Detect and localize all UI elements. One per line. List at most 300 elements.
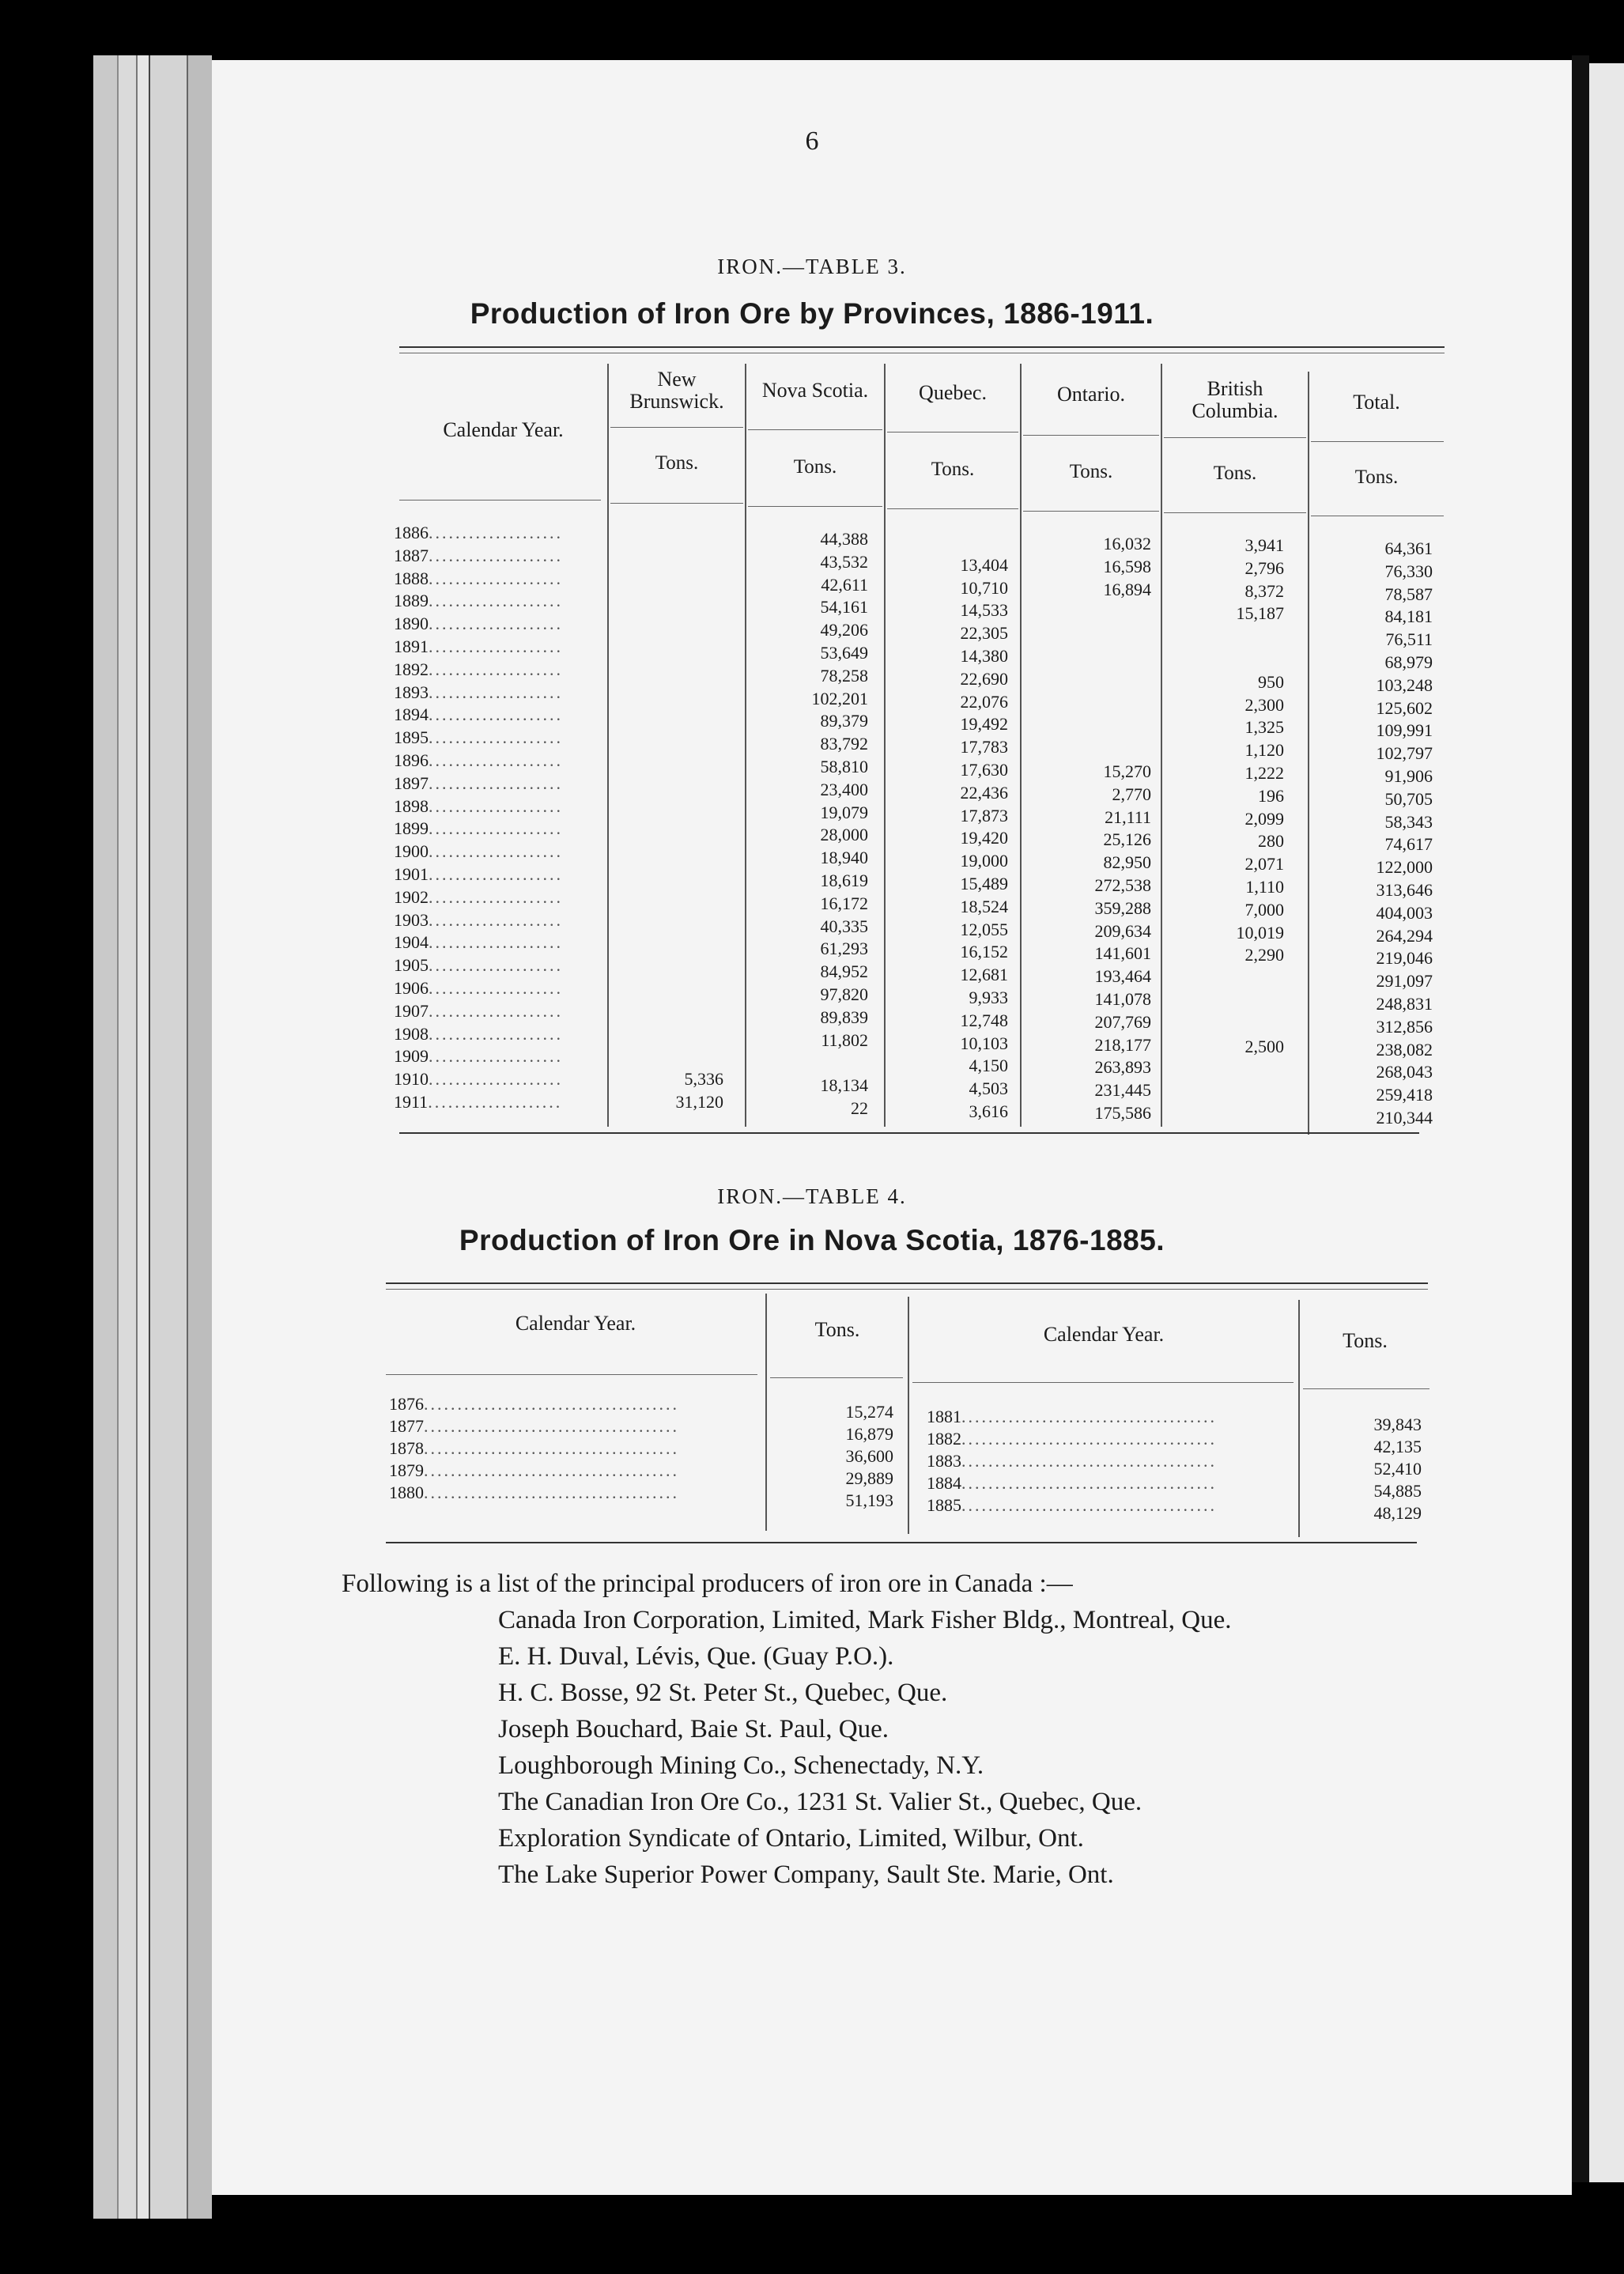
table4-header-rule bbox=[912, 1382, 1294, 1383]
table3-qc-cell: 18,524 bbox=[960, 896, 1008, 916]
dot-leader: .................... bbox=[429, 704, 563, 725]
table4-tons-cell: 52,410 bbox=[1373, 1459, 1422, 1479]
book-edge bbox=[119, 55, 138, 2219]
table3-ns-cell: 97,820 bbox=[820, 984, 868, 1004]
book-edge bbox=[188, 55, 212, 2219]
table3-year-cell bbox=[394, 522, 603, 545]
table3-year-cell-label: 1901 bbox=[394, 863, 429, 884]
table3-title: Production of Iron Ore by Provinces, 1886-1911. bbox=[470, 297, 1154, 330]
table3-on-cell: 209,634 bbox=[1094, 920, 1151, 941]
table3-ns-cell: 44,388 bbox=[820, 529, 868, 549]
table3-year-cell bbox=[394, 659, 603, 682]
table4-left-years-column bbox=[389, 1393, 761, 1504]
table3-header-on: Ontario. bbox=[1057, 383, 1125, 406]
dot-leader: .................... bbox=[429, 1000, 563, 1021]
table3-bc-cell: 950 bbox=[1258, 671, 1284, 692]
table3-total-cell: 76,330 bbox=[1384, 561, 1433, 581]
table4-right-years-column bbox=[927, 1406, 1292, 1517]
table3-unit-ns: Tons. bbox=[793, 456, 837, 478]
table3-year-cell-label: 1888 bbox=[394, 568, 429, 588]
table3-ns-cell: 18,134 bbox=[820, 1075, 868, 1096]
table3-total-cell: 68,979 bbox=[1384, 652, 1433, 672]
table3-nb-cell bbox=[613, 840, 723, 863]
table3-ns-cell: 53,649 bbox=[820, 642, 868, 663]
table3-ns-cell: 23,400 bbox=[820, 779, 868, 799]
table3-nb-cell bbox=[613, 1023, 723, 1046]
table3-on-cell: 15,270 bbox=[1103, 761, 1151, 781]
table3-ns-cell: 54,161 bbox=[820, 597, 868, 618]
table3-year-cell bbox=[394, 954, 603, 977]
table3-bc-cell bbox=[1165, 967, 1284, 990]
table3-ns-cell: 40,335 bbox=[820, 916, 868, 936]
table3-ns-cell: 89,839 bbox=[820, 1007, 868, 1027]
table3-total-cell: 109,991 bbox=[1376, 720, 1433, 741]
table3-ns-cell: 49,206 bbox=[820, 620, 868, 640]
table4-tons-cell: 54,885 bbox=[1373, 1481, 1422, 1501]
table3-total-cell: 102,797 bbox=[1376, 743, 1433, 764]
table3-ns-cell: 11,802 bbox=[821, 1029, 868, 1050]
book-edge bbox=[93, 55, 119, 2219]
table3-unit-bc: Tons. bbox=[1213, 463, 1257, 484]
table3-header-rule bbox=[399, 500, 601, 501]
table4-label: IRON.—TABLE 4. bbox=[717, 1184, 907, 1208]
table4-year-cell-label: 1884 bbox=[927, 1473, 961, 1493]
dot-leader: .................... bbox=[429, 772, 563, 793]
table3-total-cell: 313,646 bbox=[1376, 879, 1433, 900]
table3-qc-cell: 19,492 bbox=[960, 714, 1008, 735]
table4-year-cell-label: 1879 bbox=[389, 1460, 424, 1480]
table3-header-qc: Quebec. bbox=[919, 381, 987, 404]
table3-ns-cell: 83,792 bbox=[820, 734, 868, 754]
table3-on-cell bbox=[1025, 647, 1151, 670]
table4-year-cell-label: 1881 bbox=[927, 1407, 961, 1426]
table4-year-cell bbox=[389, 1437, 761, 1460]
table3-bc-cell: 2,500 bbox=[1244, 1036, 1284, 1056]
dot-leader: .................... bbox=[429, 750, 563, 770]
table3-year-cell-label: 1887 bbox=[394, 545, 429, 565]
table3-nb-cell bbox=[613, 568, 723, 591]
table3-year-cell-label: 1908 bbox=[394, 1023, 429, 1044]
dot-leader: ...................................... bbox=[424, 1416, 679, 1436]
table3-nb-cell: 5,336 bbox=[684, 1069, 723, 1090]
table4-year-cell bbox=[389, 1393, 761, 1415]
table3-ns-column bbox=[751, 528, 868, 1120]
table3-ns-cell: 102,201 bbox=[811, 688, 868, 708]
table4-year-cell-label: 1877 bbox=[389, 1416, 424, 1436]
dot-leader: .................... bbox=[429, 955, 563, 976]
table3-nb-cell bbox=[613, 522, 723, 545]
dot-leader: ...................................... bbox=[961, 1495, 1217, 1515]
table3-qc-cell: 22,305 bbox=[960, 623, 1008, 644]
table3-bc-cell: 2,071 bbox=[1244, 854, 1284, 874]
table3-on-cell bbox=[1025, 715, 1151, 738]
table3-total-cell: 219,046 bbox=[1376, 948, 1433, 969]
table3-year-cell bbox=[394, 840, 603, 863]
table3-on-cell: 16,598 bbox=[1103, 556, 1151, 576]
table4-year-cell bbox=[389, 1482, 761, 1504]
table3-ns-cell: 89,379 bbox=[820, 711, 868, 731]
dot-leader: ...................................... bbox=[424, 1483, 679, 1502]
table3-ns-cell: 61,293 bbox=[820, 939, 868, 959]
table3-bc-cell: 1,222 bbox=[1244, 762, 1284, 783]
table3-bc-cell: 2,796 bbox=[1244, 557, 1284, 578]
table4-year-cell bbox=[389, 1415, 761, 1437]
table3-on-column bbox=[1025, 533, 1151, 1125]
table4-tons-cell: 48,129 bbox=[1373, 1503, 1422, 1523]
table3-bc-cell: 196 bbox=[1258, 785, 1284, 806]
table3-nb-cell bbox=[613, 795, 723, 818]
dot-leader: .................... bbox=[429, 659, 563, 679]
table3-on-cell: 231,445 bbox=[1094, 1080, 1151, 1101]
table3-year-cell-label: 1911 bbox=[394, 1091, 429, 1112]
producers-intro: Following is a list of the principal producers of iron ore in Canada :— bbox=[342, 1570, 1073, 1598]
table3-on-cell: 207,769 bbox=[1094, 1011, 1151, 1032]
table4-header-rule bbox=[770, 1377, 903, 1378]
table4-year-cell bbox=[389, 1460, 761, 1482]
table3-bc-cell: 8,372 bbox=[1244, 580, 1284, 601]
table3-year-cell-label: 1889 bbox=[394, 591, 429, 611]
table3-on-cell: 2,770 bbox=[1112, 784, 1151, 804]
table3-total-cell: 84,181 bbox=[1384, 606, 1433, 627]
table3-nb-cell bbox=[613, 590, 723, 613]
table4-top-rule bbox=[386, 1289, 1428, 1290]
table3-bc-cell: 3,941 bbox=[1244, 535, 1284, 555]
producer-item: The Canadian Iron Ore Co., 1231 St. Valier St., Quebec, Que. bbox=[498, 1788, 1142, 1816]
table3-year-cell-label: 1893 bbox=[394, 682, 429, 702]
producer-item: E. H. Duval, Lévis, Que. (Guay P.O.). bbox=[498, 1642, 894, 1671]
table3-bc-cell: 1,325 bbox=[1244, 717, 1284, 738]
book-edge bbox=[138, 55, 151, 2219]
table3-qc-cell: 3,616 bbox=[969, 1101, 1008, 1121]
table4-tons-cell: 36,600 bbox=[845, 1446, 893, 1466]
table3-year-cell bbox=[394, 863, 603, 886]
table3-qc-cell: 14,380 bbox=[960, 645, 1008, 666]
table4-tons-cell: 39,843 bbox=[1373, 1415, 1422, 1434]
table3-year-cell bbox=[394, 1023, 603, 1046]
table4-header-year-right: Calendar Year. bbox=[1043, 1323, 1165, 1346]
table3-qc-cell: 12,681 bbox=[960, 965, 1008, 985]
table3-bc-cell: 1,110 bbox=[1245, 876, 1284, 897]
table3-header-ns: Nova Scotia. bbox=[761, 379, 869, 402]
table3-bc-cell bbox=[1165, 1081, 1284, 1104]
table4-year-cell-label: 1876 bbox=[389, 1394, 424, 1414]
table3-ns-cell: 58,810 bbox=[820, 756, 868, 776]
table3-bc-cell bbox=[1165, 1104, 1284, 1127]
table3-year-cell-label: 1891 bbox=[394, 636, 429, 656]
table3-year-cell-label: 1902 bbox=[394, 886, 429, 907]
table3-qc-cell: 4,503 bbox=[969, 1078, 1008, 1099]
table3-header-rule bbox=[887, 508, 1018, 509]
table3-year-cell bbox=[394, 1000, 603, 1023]
table3-bc-cell bbox=[1165, 648, 1284, 671]
table3-on-cell: 21,111 bbox=[1105, 806, 1151, 827]
table3-ns-cell: 84,952 bbox=[820, 961, 868, 982]
table3-bc-cell bbox=[1165, 990, 1284, 1013]
table3-ns-cell: 16,172 bbox=[820, 893, 868, 913]
table3-header-bc: British Columbia. bbox=[1192, 377, 1278, 422]
table4-tons-cell: 16,879 bbox=[845, 1424, 893, 1444]
dot-leader: .................... bbox=[429, 886, 563, 907]
table3-ns-cell: 28,000 bbox=[820, 825, 868, 845]
dot-leader: .................... bbox=[429, 818, 563, 839]
table4-tons-cell: 42,135 bbox=[1373, 1437, 1422, 1456]
table3-unit-nb: Tons. bbox=[655, 452, 699, 474]
table3-ns-cell: 43,532 bbox=[820, 551, 868, 572]
table3-nb-cell bbox=[613, 613, 723, 636]
table3-on-cell: 141,078 bbox=[1094, 988, 1151, 1009]
page-number: 6 bbox=[805, 127, 819, 156]
table3-column-divider bbox=[607, 364, 609, 1127]
dot-leader: ...................................... bbox=[961, 1407, 1217, 1426]
table4-left-tons-column bbox=[771, 1401, 893, 1512]
table3-total-cell: 50,705 bbox=[1384, 788, 1433, 809]
table3-bc-column bbox=[1165, 535, 1284, 1127]
dot-leader: .................... bbox=[429, 1023, 563, 1044]
table3-label: IRON.—TABLE 3. bbox=[717, 255, 907, 278]
table3-total-cell: 268,043 bbox=[1376, 1062, 1433, 1082]
table3-qc-cell: 14,533 bbox=[960, 600, 1008, 621]
dot-leader: .................... bbox=[429, 636, 563, 656]
table3-ns-cell: 18,619 bbox=[820, 870, 868, 890]
table3-header-total: Total. bbox=[1353, 391, 1400, 414]
dot-leader: .................... bbox=[429, 568, 563, 588]
table3-bc-cell bbox=[1165, 625, 1284, 648]
table4-year-cell bbox=[927, 1428, 1292, 1450]
table3-year-cell-label: 1897 bbox=[394, 772, 429, 793]
dot-leader: .................... bbox=[429, 795, 563, 816]
table3-header-nb: New Brunswick. bbox=[629, 368, 724, 413]
table3-unit-on: Tons. bbox=[1069, 461, 1113, 482]
table3-bc-cell bbox=[1165, 1058, 1284, 1081]
table3-total-cell: 74,617 bbox=[1384, 834, 1433, 855]
table3-bc-cell: 2,099 bbox=[1244, 808, 1284, 829]
table3-unit-total: Tons. bbox=[1354, 467, 1399, 488]
table3-header-rule bbox=[1164, 512, 1306, 513]
table4-year-cell bbox=[927, 1450, 1292, 1472]
table3-year-cell-label: 1910 bbox=[394, 1069, 429, 1090]
table3-nb-cell bbox=[613, 636, 723, 659]
table4-year-cell-label: 1880 bbox=[389, 1483, 424, 1502]
table3-on-cell bbox=[1025, 624, 1151, 647]
table4-year-cell-label: 1883 bbox=[927, 1451, 961, 1471]
dot-leader: ...................................... bbox=[961, 1429, 1217, 1449]
table3-header-rule bbox=[887, 432, 1018, 433]
table4-header-rule bbox=[1303, 1388, 1429, 1389]
table3-ns-cell: 78,258 bbox=[820, 665, 868, 686]
dot-leader: ...................................... bbox=[424, 1460, 679, 1480]
table3-year-cell-label: 1890 bbox=[394, 614, 429, 634]
dot-leader: ...................................... bbox=[961, 1473, 1217, 1493]
table3-header-year: Calendar Year. bbox=[443, 418, 564, 441]
table4-header-year-left: Calendar Year. bbox=[515, 1312, 636, 1335]
table3-year-cell bbox=[394, 727, 603, 750]
table4-header-rule bbox=[386, 1374, 757, 1375]
dot-leader: .................... bbox=[429, 1046, 563, 1067]
table3-nb-cell bbox=[613, 954, 723, 977]
table3-on-cell bbox=[1025, 693, 1151, 716]
table3-total-column bbox=[1312, 538, 1433, 1130]
table3-year-cell bbox=[394, 545, 603, 568]
table3-total-cell: 64,361 bbox=[1384, 538, 1433, 558]
table3-qc-cell: 12,055 bbox=[960, 919, 1008, 939]
table3-nb-cell bbox=[613, 727, 723, 750]
table4-title: Production of Iron Ore in Nova Scotia, 1876-1885. bbox=[459, 1224, 1165, 1256]
table4-right-tons-column bbox=[1305, 1414, 1422, 1524]
table3-qc-cell: 10,103 bbox=[960, 1033, 1008, 1053]
table3-year-cell-label: 1907 bbox=[394, 1000, 429, 1021]
table3-nb-cell bbox=[613, 545, 723, 568]
table3-nb-cell bbox=[613, 863, 723, 886]
dot-leader: .................... bbox=[429, 841, 563, 862]
producer-item: The Lake Superior Power Company, Sault Ste. Marie, Ont. bbox=[498, 1860, 1114, 1889]
table3-year-cell bbox=[394, 704, 603, 727]
table3-qc-column bbox=[889, 531, 1008, 1124]
binding-edge bbox=[1572, 55, 1589, 2182]
table3-total-cell: 291,097 bbox=[1376, 971, 1433, 992]
table3-bc-cell: 280 bbox=[1258, 831, 1284, 852]
table3-ns-cell: 22 bbox=[851, 1097, 868, 1118]
producer-item: Canada Iron Corporation, Limited, Mark Fisher Bldg., Montreal, Que. bbox=[498, 1606, 1232, 1634]
table3-unit-qc: Tons. bbox=[931, 459, 975, 480]
table4-tons-cell: 15,274 bbox=[845, 1402, 893, 1422]
table3-ns-cell: 18,940 bbox=[820, 848, 868, 868]
table3-nb-cell bbox=[613, 704, 723, 727]
table3-nb-cell bbox=[613, 818, 723, 840]
table3-on-cell: 82,950 bbox=[1103, 852, 1151, 873]
table3-on-cell: 25,126 bbox=[1103, 829, 1151, 850]
table3-header-rule bbox=[748, 506, 882, 507]
table3-qc-cell: 19,000 bbox=[960, 851, 1008, 871]
dot-leader: .................... bbox=[429, 614, 563, 634]
table3-year-cell-label: 1894 bbox=[394, 704, 429, 725]
table3-on-cell: 359,288 bbox=[1094, 897, 1151, 918]
table4-year-cell-label: 1885 bbox=[927, 1495, 961, 1515]
table3-qc-cell: 4,150 bbox=[969, 1056, 1008, 1076]
table3-year-cell bbox=[394, 1045, 603, 1068]
dot-leader: .................... bbox=[429, 591, 563, 611]
table3-bc-cell: 2,290 bbox=[1244, 945, 1284, 965]
table3-on-cell: 193,464 bbox=[1094, 966, 1151, 987]
dot-leader: .................... bbox=[429, 932, 563, 953]
table3-year-cell bbox=[394, 568, 603, 591]
table3-nb-cell bbox=[613, 682, 723, 704]
dot-leader: .................... bbox=[429, 909, 563, 930]
table3-bc-cell: 2,300 bbox=[1244, 694, 1284, 715]
table3-qc-cell: 17,630 bbox=[960, 759, 1008, 780]
table3-year-cell-label: 1904 bbox=[394, 932, 429, 953]
table3-on-cell bbox=[1025, 738, 1151, 761]
table4-header-tons-right: Tons. bbox=[1343, 1329, 1388, 1352]
producer-item: Loughborough Mining Co., Schenectady, N.Y. bbox=[498, 1751, 984, 1780]
dot-leader: ...................................... bbox=[424, 1394, 679, 1414]
table3-year-cell-label: 1886 bbox=[394, 523, 429, 542]
table3-total-cell: 76,511 bbox=[1385, 629, 1433, 650]
table3-header-rule bbox=[1164, 437, 1306, 438]
table3-year-cell-label: 1906 bbox=[394, 977, 429, 998]
table3-year-cell-label: 1898 bbox=[394, 795, 429, 816]
table3-years-column bbox=[394, 522, 603, 1114]
table3-nb-cell bbox=[613, 909, 723, 932]
table3-total-cell: 238,082 bbox=[1376, 1039, 1433, 1060]
table3-header-rule bbox=[1023, 435, 1159, 436]
producers-list bbox=[342, 1566, 1232, 1893]
table3-total-cell: 259,418 bbox=[1376, 1085, 1433, 1105]
table3-qc-cell: 17,783 bbox=[960, 737, 1008, 757]
table3-total-cell: 103,248 bbox=[1376, 674, 1433, 695]
table3-year-cell-label: 1899 bbox=[394, 818, 429, 839]
table4-tons-cell: 51,193 bbox=[845, 1490, 893, 1510]
table3-header-rule bbox=[1311, 441, 1444, 442]
table3-total-cell: 404,003 bbox=[1376, 902, 1433, 923]
table3-on-cell bbox=[1025, 670, 1151, 693]
table3-year-cell bbox=[394, 772, 603, 795]
table3-on-cell: 175,586 bbox=[1094, 1102, 1151, 1123]
table3-nb-cell bbox=[613, 772, 723, 795]
table3-total-cell: 264,294 bbox=[1376, 925, 1433, 946]
table3-total-cell: 210,344 bbox=[1376, 1107, 1433, 1128]
table3-year-cell-label: 1892 bbox=[394, 659, 429, 679]
table3-on-cell: 141,601 bbox=[1094, 943, 1151, 964]
table3-qc-cell: 15,489 bbox=[960, 873, 1008, 893]
table3-qc-cell: 16,152 bbox=[960, 942, 1008, 962]
table3-qc-cell: 22,690 bbox=[960, 668, 1008, 689]
dot-leader: .................... bbox=[429, 545, 563, 565]
table3-year-cell bbox=[394, 1091, 603, 1114]
table3-bc-cell: 10,019 bbox=[1236, 922, 1284, 942]
book-edge bbox=[150, 55, 188, 2219]
table3-nb-cell bbox=[613, 886, 723, 909]
table4-year-cell-label: 1882 bbox=[927, 1429, 961, 1449]
table3-year-cell bbox=[394, 818, 603, 840]
table3-year-cell bbox=[394, 750, 603, 772]
table3-qc-cell bbox=[889, 531, 1008, 554]
table3-on-cell: 272,538 bbox=[1094, 874, 1151, 895]
table3-qc-cell: 10,710 bbox=[960, 577, 1008, 598]
table3-total-cell: 312,856 bbox=[1376, 1016, 1433, 1037]
table4-year-cell bbox=[927, 1472, 1292, 1494]
table3-total-cell: 58,343 bbox=[1384, 811, 1433, 832]
dot-leader: .................... bbox=[429, 863, 563, 884]
dot-leader: .................... bbox=[429, 977, 563, 998]
table3-year-cell-label: 1896 bbox=[394, 750, 429, 770]
table3-bottom-rule bbox=[399, 1132, 1419, 1134]
table3-total-cell: 122,000 bbox=[1376, 857, 1433, 878]
dot-leader: .................... bbox=[429, 523, 563, 542]
table3-ns-cell: 42,611 bbox=[821, 574, 868, 595]
table4-header-tons-left: Tons. bbox=[814, 1318, 860, 1341]
table3-nb-cell bbox=[613, 1000, 723, 1023]
facing-page-edge bbox=[1589, 63, 1624, 2182]
table3-year-cell-label: 1895 bbox=[394, 727, 429, 748]
table3-year-cell bbox=[394, 795, 603, 818]
dot-leader: .................... bbox=[429, 682, 563, 702]
table3-on-cell: 263,893 bbox=[1094, 1057, 1151, 1078]
table3-header-rule bbox=[748, 429, 882, 430]
table3-year-cell bbox=[394, 682, 603, 704]
table3-year-cell bbox=[394, 931, 603, 954]
table3-total-cell: 248,831 bbox=[1376, 993, 1433, 1014]
table3-ns-cell bbox=[751, 1052, 868, 1075]
table3-nb-cell bbox=[613, 659, 723, 682]
table4-bottom-rule bbox=[386, 1542, 1417, 1543]
table3-year-cell bbox=[394, 590, 603, 613]
table4-tons-cell: 29,889 bbox=[845, 1468, 893, 1488]
table3-qc-cell: 19,420 bbox=[960, 828, 1008, 848]
dot-leader: .................... bbox=[429, 727, 563, 748]
table3-year-cell bbox=[394, 636, 603, 659]
table4-year-cell-label: 1878 bbox=[389, 1438, 424, 1458]
table3-ns-cell: 19,079 bbox=[820, 802, 868, 822]
